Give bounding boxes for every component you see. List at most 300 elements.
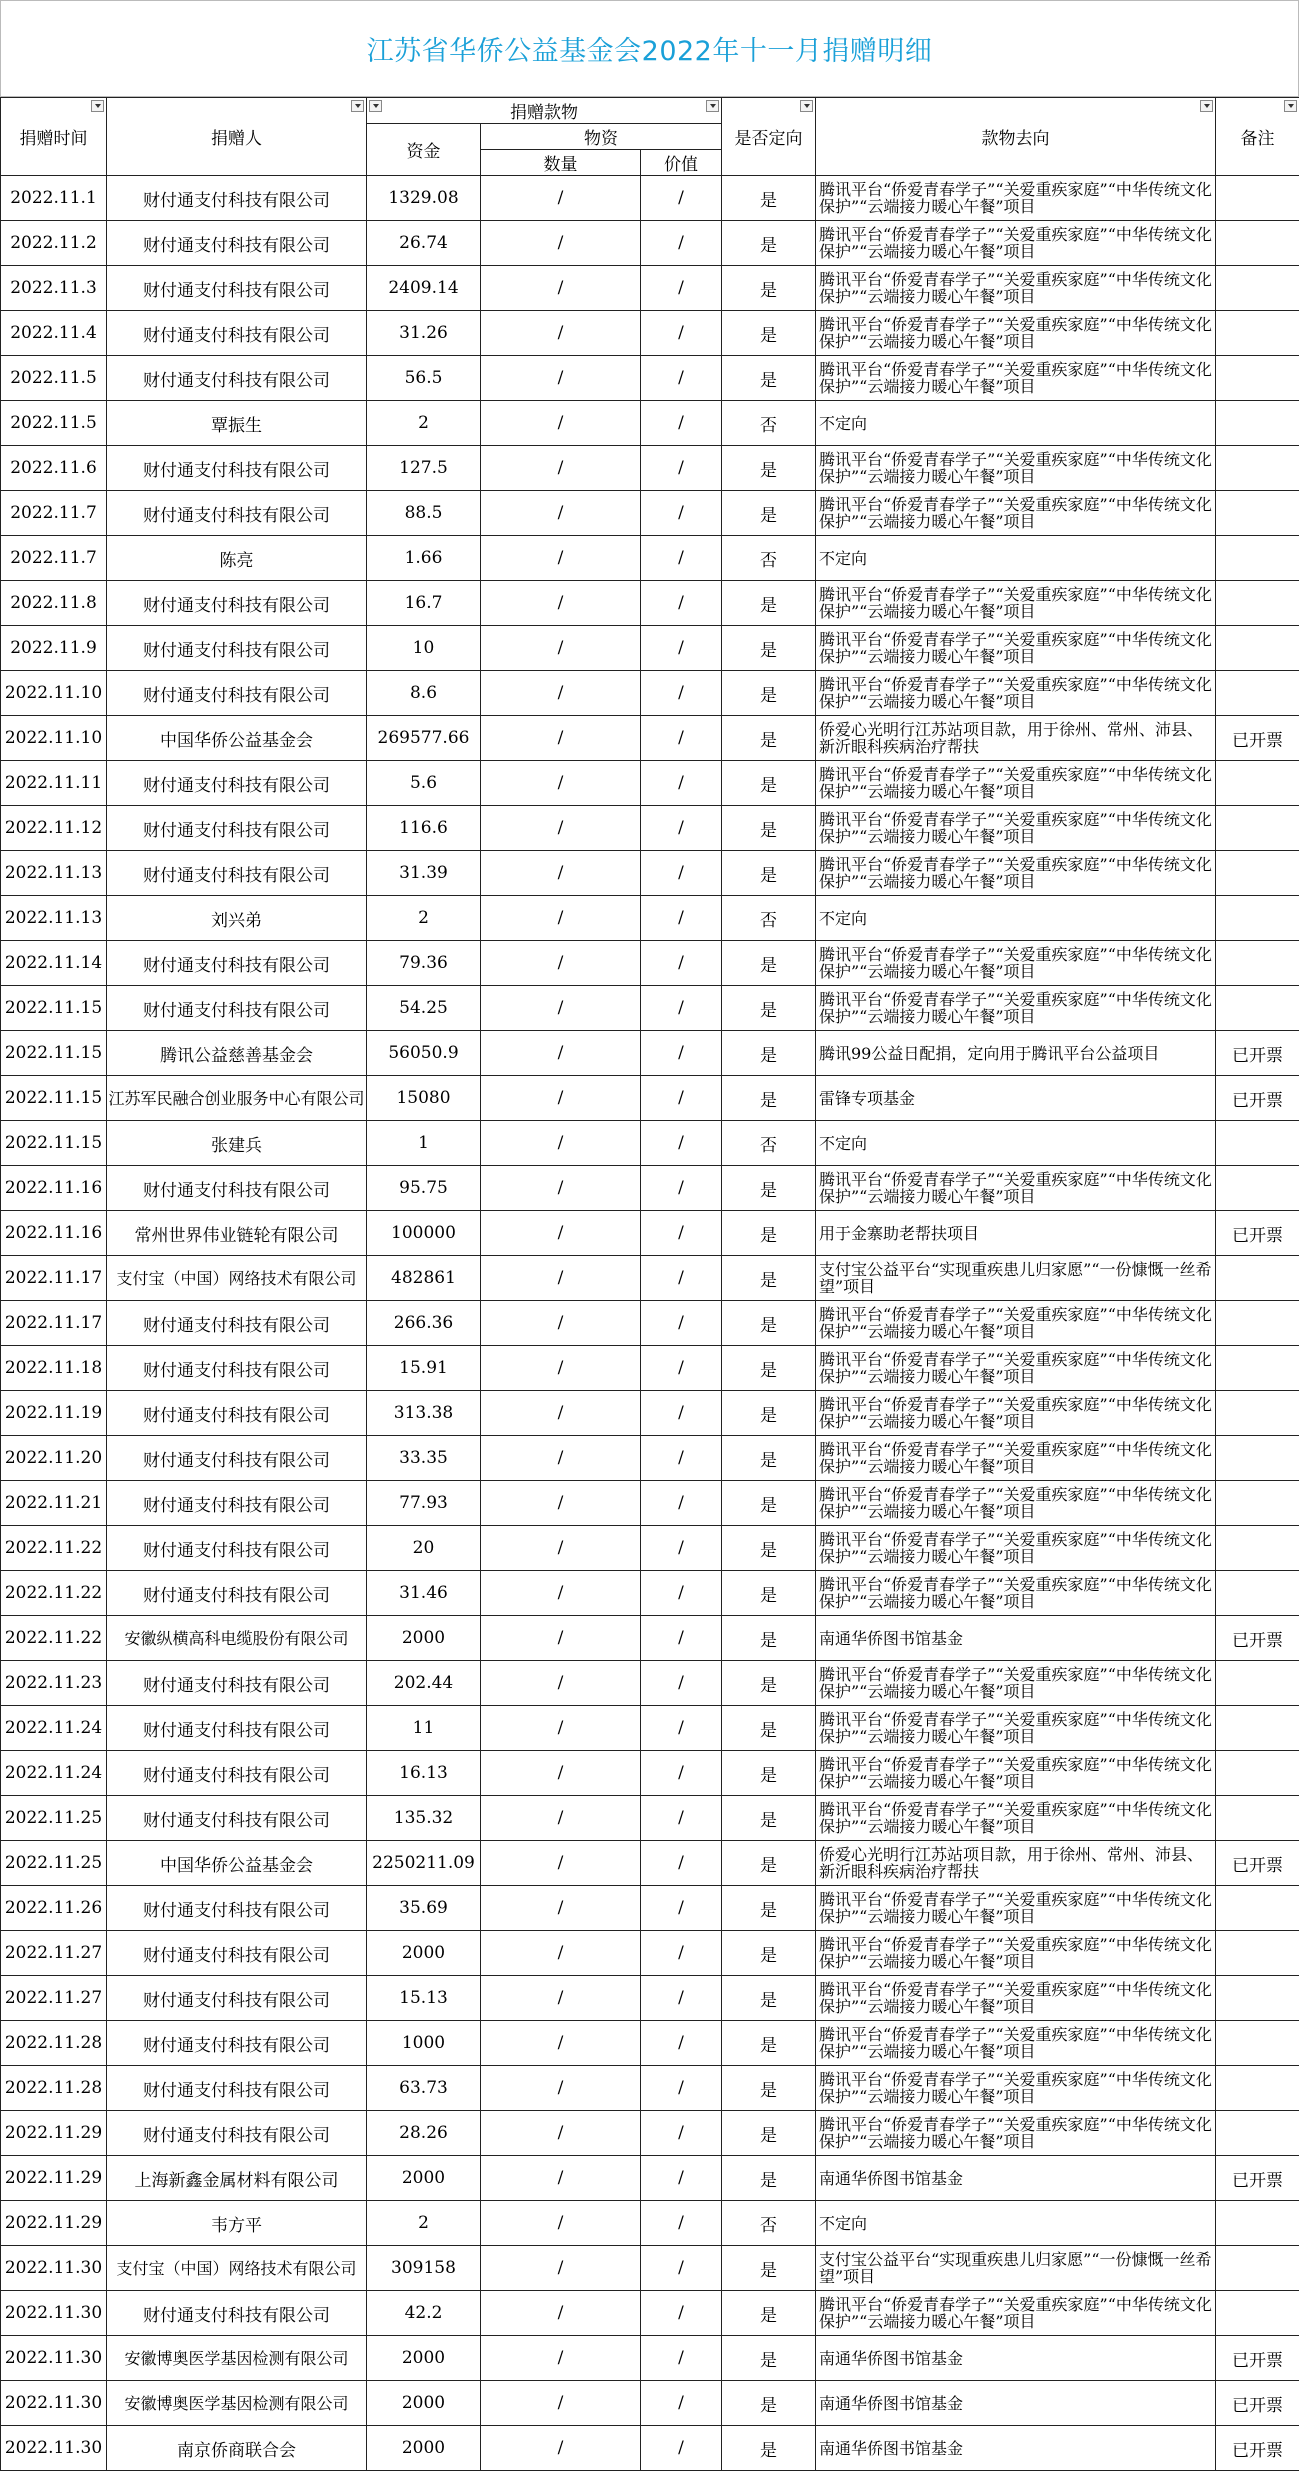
cell-purpose: 腾讯平台“侨爱青春学子”“关爱重疾家庭”“中华传统文化保护”“云端接力暖心午餐”项目 bbox=[816, 1391, 1216, 1436]
cell-remark bbox=[1216, 401, 1299, 446]
cell-date: 2022.11.13 bbox=[1, 851, 107, 896]
cell-donor: 韦方平 bbox=[107, 2201, 367, 2246]
cell-date: 2022.11.5 bbox=[1, 356, 107, 401]
cell-funds: 2000 bbox=[367, 1616, 481, 1661]
cell-remark bbox=[1216, 1166, 1299, 1211]
cell-remark bbox=[1216, 1391, 1299, 1436]
cell-purpose: 腾讯平台“侨爱青春学子”“关爱重疾家庭”“中华传统文化保护”“云端接力暖心午餐”项目 bbox=[816, 1481, 1216, 1526]
cell-date: 2022.11.23 bbox=[1, 1661, 107, 1706]
cell-funds: 127.5 bbox=[367, 446, 481, 491]
table-row bbox=[1, 2336, 1299, 2381]
cell-date: 2022.11.10 bbox=[1, 671, 107, 716]
cell-date: 2022.11.19 bbox=[1, 1391, 107, 1436]
cell-funds: 135.32 bbox=[367, 1796, 481, 1841]
cell-date: 2022.11.28 bbox=[1, 2066, 107, 2111]
table-row bbox=[1, 1796, 1299, 1841]
table-row bbox=[1, 1166, 1299, 1211]
cell-remark bbox=[1216, 1256, 1299, 1301]
cell-quantity: / bbox=[481, 176, 641, 221]
cell-directed: 是 bbox=[722, 1436, 816, 1481]
table-row bbox=[1, 851, 1299, 896]
cell-date: 2022.11.24 bbox=[1, 1706, 107, 1751]
cell-purpose: 腾讯平台“侨爱青春学子”“关爱重疾家庭”“中华传统文化保护”“云端接力暖心午餐”项目 bbox=[816, 1796, 1216, 1841]
cell-funds: 2 bbox=[367, 2201, 481, 2246]
cell-date: 2022.11.4 bbox=[1, 311, 107, 356]
table-row bbox=[1, 311, 1299, 356]
table-row bbox=[1, 1346, 1299, 1391]
col-header-donor: 捐赠人 bbox=[107, 98, 367, 176]
cell-directed: 是 bbox=[722, 1751, 816, 1796]
cell-value: / bbox=[641, 266, 722, 311]
col-header-funds: 资金 bbox=[367, 124, 481, 176]
table-row bbox=[1, 1301, 1299, 1346]
cell-value: / bbox=[641, 356, 722, 401]
cell-value: / bbox=[641, 761, 722, 806]
cell-purpose: 腾讯平台“侨爱青春学子”“关爱重疾家庭”“中华传统文化保护”“云端接力暖心午餐”项目 bbox=[816, 2021, 1216, 2066]
cell-funds: 309158 bbox=[367, 2246, 481, 2291]
cell-directed: 是 bbox=[722, 1841, 816, 1886]
table-row bbox=[1, 1616, 1299, 1661]
cell-remark bbox=[1216, 896, 1299, 941]
cell-quantity: / bbox=[481, 1481, 641, 1526]
cell-value: / bbox=[641, 1841, 722, 1886]
cell-funds: 2 bbox=[367, 401, 481, 446]
cell-purpose: 腾讯平台“侨爱青春学子”“关爱重疾家庭”“中华传统文化保护”“云端接力暖心午餐”项目 bbox=[816, 1931, 1216, 1976]
cell-value: / bbox=[641, 176, 722, 221]
cell-purpose: 腾讯平台“侨爱青春学子”“关爱重疾家庭”“中华传统文化保护”“云端接力暖心午餐”项目 bbox=[816, 446, 1216, 491]
cell-value: / bbox=[641, 536, 722, 581]
cell-remark bbox=[1216, 1121, 1299, 1166]
cell-funds: 28.26 bbox=[367, 2111, 481, 2156]
cell-date: 2022.11.21 bbox=[1, 1481, 107, 1526]
cell-directed: 是 bbox=[722, 266, 816, 311]
cell-remark bbox=[1216, 1436, 1299, 1481]
table-row bbox=[1, 1256, 1299, 1301]
cell-directed: 是 bbox=[722, 311, 816, 356]
cell-funds: 8.6 bbox=[367, 671, 481, 716]
cell-remark bbox=[1216, 1976, 1299, 2021]
table-row bbox=[1, 2156, 1299, 2201]
cell-quantity: / bbox=[481, 1391, 641, 1436]
cell-remark: 已开票 bbox=[1216, 2426, 1299, 2471]
cell-donor: 财付通支付科技有限公司 bbox=[107, 2021, 367, 2066]
cell-donor: 财付通支付科技有限公司 bbox=[107, 626, 367, 671]
cell-funds: 2000 bbox=[367, 2156, 481, 2201]
cell-purpose: 腾讯平台“侨爱青春学子”“关爱重疾家庭”“中华传统文化保护”“云端接力暖心午餐”项目 bbox=[816, 1751, 1216, 1796]
cell-quantity: / bbox=[481, 2111, 641, 2156]
cell-purpose: 腾讯平台“侨爱青春学子”“关爱重疾家庭”“中华传统文化保护”“云端接力暖心午餐”项目 bbox=[816, 2111, 1216, 2156]
cell-directed: 是 bbox=[722, 1526, 816, 1571]
cell-remark bbox=[1216, 806, 1299, 851]
cell-donor: 南京侨商联合会 bbox=[107, 2426, 367, 2471]
cell-funds: 33.35 bbox=[367, 1436, 481, 1481]
cell-directed: 是 bbox=[722, 1031, 816, 1076]
cell-remark bbox=[1216, 581, 1299, 626]
cell-funds: 269577.66 bbox=[367, 716, 481, 761]
table-row bbox=[1, 896, 1299, 941]
cell-date: 2022.11.8 bbox=[1, 581, 107, 626]
cell-quantity: / bbox=[481, 1526, 641, 1571]
cell-donor: 财付通支付科技有限公司 bbox=[107, 941, 367, 986]
cell-funds: 1 bbox=[367, 1121, 481, 1166]
cell-directed: 是 bbox=[722, 1076, 816, 1121]
cell-quantity: / bbox=[481, 851, 641, 896]
table-row bbox=[1, 2066, 1299, 2111]
cell-value: / bbox=[641, 1931, 722, 1976]
cell-date: 2022.11.12 bbox=[1, 806, 107, 851]
table-row bbox=[1, 806, 1299, 851]
cell-purpose: 腾讯平台“侨爱青春学子”“关爱重疾家庭”“中华传统文化保护”“云端接力暖心午餐”项目 bbox=[816, 1571, 1216, 1616]
cell-value: / bbox=[641, 1391, 722, 1436]
cell-donor: 财付通支付科技有限公司 bbox=[107, 851, 367, 896]
cell-date: 2022.11.17 bbox=[1, 1301, 107, 1346]
cell-quantity: / bbox=[481, 1301, 641, 1346]
cell-quantity: / bbox=[481, 1346, 641, 1391]
filter-dropdown-icon[interactable] bbox=[800, 100, 813, 112]
cell-remark bbox=[1216, 356, 1299, 401]
cell-value: / bbox=[641, 1436, 722, 1481]
table-row bbox=[1, 2201, 1299, 2246]
cell-directed: 是 bbox=[722, 176, 816, 221]
cell-directed: 是 bbox=[722, 2021, 816, 2066]
cell-purpose: 腾讯平台“侨爱青春学子”“关爱重疾家庭”“中华传统文化保护”“云端接力暖心午餐”项目 bbox=[816, 1166, 1216, 1211]
cell-donor: 覃振生 bbox=[107, 401, 367, 446]
col-header-purpose: 款物去向 bbox=[816, 98, 1216, 176]
cell-value: / bbox=[641, 1076, 722, 1121]
cell-purpose: 腾讯平台“侨爱青春学子”“关爱重疾家庭”“中华传统文化保护”“云端接力暖心午餐”项目 bbox=[816, 851, 1216, 896]
cell-purpose: 侨爱心光明行江苏站项目款，用于徐州、常州、沛县、新沂眼科疾病治疗帮扶 bbox=[816, 1841, 1216, 1886]
cell-purpose: 支付宝公益平台“实现重疾患儿归家愿”“一份慷慨一丝希望”项目 bbox=[816, 1256, 1216, 1301]
cell-value: / bbox=[641, 1346, 722, 1391]
cell-remark bbox=[1216, 2291, 1299, 2336]
cell-quantity: / bbox=[481, 1706, 641, 1751]
cell-funds: 2 bbox=[367, 896, 481, 941]
cell-donor: 财付通支付科技有限公司 bbox=[107, 2066, 367, 2111]
cell-funds: 15080 bbox=[367, 1076, 481, 1121]
cell-quantity: / bbox=[481, 1751, 641, 1796]
cell-donor: 财付通支付科技有限公司 bbox=[107, 986, 367, 1031]
cell-funds: 1.66 bbox=[367, 536, 481, 581]
cell-remark bbox=[1216, 761, 1299, 806]
cell-directed: 是 bbox=[722, 1346, 816, 1391]
cell-quantity: / bbox=[481, 266, 641, 311]
cell-quantity: / bbox=[481, 1256, 641, 1301]
filter-dropdown-icon[interactable] bbox=[91, 100, 104, 112]
cell-quantity: / bbox=[481, 1931, 641, 1976]
table-row bbox=[1, 446, 1299, 491]
cell-purpose: 南通华侨图书馆基金 bbox=[816, 2156, 1216, 2201]
cell-purpose: 腾讯平台“侨爱青春学子”“关爱重疾家庭”“中华传统文化保护”“云端接力暖心午餐”项目 bbox=[816, 221, 1216, 266]
cell-quantity: / bbox=[481, 2291, 641, 2336]
table-row bbox=[1, 761, 1299, 806]
cell-remark bbox=[1216, 1571, 1299, 1616]
cell-remark bbox=[1216, 1346, 1299, 1391]
cell-remark bbox=[1216, 851, 1299, 896]
table-row bbox=[1, 2381, 1299, 2426]
cell-remark bbox=[1216, 1526, 1299, 1571]
cell-remark: 已开票 bbox=[1216, 2156, 1299, 2201]
cell-date: 2022.11.30 bbox=[1, 2336, 107, 2381]
cell-directed: 否 bbox=[722, 536, 816, 581]
cell-directed: 是 bbox=[722, 581, 816, 626]
cell-funds: 79.36 bbox=[367, 941, 481, 986]
cell-date: 2022.11.15 bbox=[1, 1031, 107, 1076]
cell-quantity: / bbox=[481, 761, 641, 806]
table-row bbox=[1, 536, 1299, 581]
cell-quantity: / bbox=[481, 1211, 641, 1256]
table-row bbox=[1, 2246, 1299, 2291]
cell-funds: 1329.08 bbox=[367, 176, 481, 221]
cell-directed: 是 bbox=[722, 2336, 816, 2381]
cell-value: / bbox=[641, 896, 722, 941]
cell-quantity: / bbox=[481, 2021, 641, 2066]
cell-quantity: / bbox=[481, 806, 641, 851]
cell-purpose: 腾讯平台“侨爱青春学子”“关爱重疾家庭”“中华传统文化保护”“云端接力暖心午餐”项目 bbox=[816, 2291, 1216, 2336]
cell-value: / bbox=[641, 401, 722, 446]
cell-purpose: 腾讯平台“侨爱青春学子”“关爱重疾家庭”“中华传统文化保护”“云端接力暖心午餐”项目 bbox=[816, 581, 1216, 626]
cell-quantity: / bbox=[481, 401, 641, 446]
cell-remark bbox=[1216, 536, 1299, 581]
cell-directed: 是 bbox=[722, 626, 816, 671]
table-row bbox=[1, 401, 1299, 446]
cell-value: / bbox=[641, 491, 722, 536]
cell-quantity: / bbox=[481, 1571, 641, 1616]
table-row bbox=[1, 1211, 1299, 1256]
cell-donor: 财付通支付科技有限公司 bbox=[107, 356, 367, 401]
table-body bbox=[1, 176, 1299, 2471]
table-row bbox=[1, 1121, 1299, 1166]
cell-directed: 是 bbox=[722, 2156, 816, 2201]
cell-funds: 202.44 bbox=[367, 1661, 481, 1706]
cell-funds: 11 bbox=[367, 1706, 481, 1751]
cell-quantity: / bbox=[481, 2201, 641, 2246]
cell-donor: 财付通支付科技有限公司 bbox=[107, 1931, 367, 1976]
cell-directed: 否 bbox=[722, 896, 816, 941]
cell-value: / bbox=[641, 1886, 722, 1931]
cell-value: / bbox=[641, 1211, 722, 1256]
cell-date: 2022.11.30 bbox=[1, 2291, 107, 2336]
cell-remark bbox=[1216, 221, 1299, 266]
cell-donor: 支付宝（中国）网络技术有限公司 bbox=[107, 2246, 367, 2291]
cell-value: / bbox=[641, 1526, 722, 1571]
cell-directed: 是 bbox=[722, 2066, 816, 2111]
cell-funds: 31.39 bbox=[367, 851, 481, 896]
cell-value: / bbox=[641, 806, 722, 851]
cell-purpose: 腾讯平台“侨爱青春学子”“关爱重疾家庭”“中华传统文化保护”“云端接力暖心午餐”项目 bbox=[816, 1526, 1216, 1571]
cell-purpose: 南通华侨图书馆基金 bbox=[816, 2426, 1216, 2471]
col-header-quantity: 数量 bbox=[481, 150, 641, 176]
cell-purpose: 腾讯平台“侨爱青春学子”“关爱重疾家庭”“中华传统文化保护”“云端接力暖心午餐”项目 bbox=[816, 491, 1216, 536]
table-row bbox=[1, 986, 1299, 1031]
cell-directed: 是 bbox=[722, 446, 816, 491]
table-row bbox=[1, 356, 1299, 401]
cell-remark: 已开票 bbox=[1216, 2381, 1299, 2426]
cell-remark bbox=[1216, 1706, 1299, 1751]
cell-funds: 2000 bbox=[367, 1931, 481, 1976]
cell-donor: 中国华侨公益基金会 bbox=[107, 716, 367, 761]
cell-directed: 否 bbox=[722, 1121, 816, 1166]
cell-funds: 54.25 bbox=[367, 986, 481, 1031]
cell-purpose: 南通华侨图书馆基金 bbox=[816, 1616, 1216, 1661]
table-row bbox=[1, 716, 1299, 761]
cell-funds: 2409.14 bbox=[367, 266, 481, 311]
cell-remark bbox=[1216, 266, 1299, 311]
table-row bbox=[1, 941, 1299, 986]
cell-purpose: 南通华侨图书馆基金 bbox=[816, 2381, 1216, 2426]
table-row bbox=[1, 1526, 1299, 1571]
cell-date: 2022.11.30 bbox=[1, 2381, 107, 2426]
cell-value: / bbox=[641, 1796, 722, 1841]
cell-donor: 财付通支付科技有限公司 bbox=[107, 1976, 367, 2021]
cell-remark bbox=[1216, 1481, 1299, 1526]
cell-donor: 财付通支付科技有限公司 bbox=[107, 1301, 367, 1346]
cell-value: / bbox=[641, 1301, 722, 1346]
filter-dropdown-icon[interactable] bbox=[706, 100, 719, 112]
cell-directed: 否 bbox=[722, 2201, 816, 2246]
cell-quantity: / bbox=[481, 1616, 641, 1661]
cell-quantity: / bbox=[481, 221, 641, 266]
cell-remark bbox=[1216, 2111, 1299, 2156]
cell-purpose: 南通华侨图书馆基金 bbox=[816, 2336, 1216, 2381]
cell-donor: 腾讯公益慈善基金会 bbox=[107, 1031, 367, 1076]
table-row bbox=[1, 1751, 1299, 1796]
cell-directed: 是 bbox=[722, 1211, 816, 1256]
cell-remark bbox=[1216, 176, 1299, 221]
cell-directed: 是 bbox=[722, 1301, 816, 1346]
cell-quantity: / bbox=[481, 2336, 641, 2381]
cell-remark: 已开票 bbox=[1216, 1211, 1299, 1256]
cell-date: 2022.11.29 bbox=[1, 2111, 107, 2156]
cell-remark bbox=[1216, 2021, 1299, 2066]
cell-funds: 266.36 bbox=[367, 1301, 481, 1346]
cell-date: 2022.11.2 bbox=[1, 221, 107, 266]
cell-value: / bbox=[641, 1616, 722, 1661]
cell-directed: 是 bbox=[722, 1571, 816, 1616]
cell-directed: 是 bbox=[722, 2426, 816, 2471]
table-row bbox=[1, 2291, 1299, 2336]
cell-purpose: 腾讯99公益日配捐，定向用于腾讯平台公益项目 bbox=[816, 1031, 1216, 1076]
cell-purpose: 腾讯平台“侨爱青春学子”“关爱重疾家庭”“中华传统文化保护”“云端接力暖心午餐”项目 bbox=[816, 941, 1216, 986]
page-title: 江苏省华侨公益基金会2022年十一月捐赠明细 bbox=[367, 29, 933, 68]
cell-quantity: / bbox=[481, 716, 641, 761]
cell-value: / bbox=[641, 941, 722, 986]
cell-value: / bbox=[641, 446, 722, 491]
table-row bbox=[1, 221, 1299, 266]
cell-date: 2022.11.15 bbox=[1, 986, 107, 1031]
table-row bbox=[1, 1661, 1299, 1706]
filter-dropdown-icon[interactable] bbox=[369, 100, 382, 112]
cell-value: / bbox=[641, 2156, 722, 2201]
cell-date: 2022.11.22 bbox=[1, 1616, 107, 1661]
cell-value: / bbox=[641, 2066, 722, 2111]
filter-dropdown-icon[interactable] bbox=[1200, 100, 1213, 112]
cell-donor: 财付通支付科技有限公司 bbox=[107, 1166, 367, 1211]
cell-donor: 财付通支付科技有限公司 bbox=[107, 1886, 367, 1931]
cell-value: / bbox=[641, 1166, 722, 1211]
cell-purpose: 腾讯平台“侨爱青春学子”“关爱重疾家庭”“中华传统文化保护”“云端接力暖心午餐”项目 bbox=[816, 266, 1216, 311]
cell-purpose: 腾讯平台“侨爱青春学子”“关爱重疾家庭”“中华传统文化保护”“云端接力暖心午餐”项目 bbox=[816, 1976, 1216, 2021]
cell-funds: 20 bbox=[367, 1526, 481, 1571]
cell-date: 2022.11.1 bbox=[1, 176, 107, 221]
cell-remark bbox=[1216, 671, 1299, 716]
cell-directed: 是 bbox=[722, 1886, 816, 1931]
cell-donor: 刘兴弟 bbox=[107, 896, 367, 941]
cell-quantity: / bbox=[481, 311, 641, 356]
table-row bbox=[1, 1931, 1299, 1976]
cell-purpose: 腾讯平台“侨爱青春学子”“关爱重疾家庭”“中华传统文化保护”“云端接力暖心午餐”项目 bbox=[816, 761, 1216, 806]
table-row bbox=[1, 1481, 1299, 1526]
cell-directed: 是 bbox=[722, 1481, 816, 1526]
cell-directed: 是 bbox=[722, 941, 816, 986]
cell-remark: 已开票 bbox=[1216, 1841, 1299, 1886]
cell-date: 2022.11.20 bbox=[1, 1436, 107, 1481]
cell-date: 2022.11.25 bbox=[1, 1841, 107, 1886]
cell-date: 2022.11.16 bbox=[1, 1166, 107, 1211]
cell-remark: 已开票 bbox=[1216, 2336, 1299, 2381]
cell-donor: 财付通支付科技有限公司 bbox=[107, 1526, 367, 1571]
cell-value: / bbox=[641, 986, 722, 1031]
cell-remark bbox=[1216, 1301, 1299, 1346]
col-header-date: 捐赠时间 bbox=[1, 98, 107, 176]
cell-donor: 江苏军民融合创业服务中心有限公司 bbox=[107, 1076, 367, 1121]
cell-remark bbox=[1216, 941, 1299, 986]
cell-date: 2022.11.29 bbox=[1, 2156, 107, 2201]
cell-directed: 是 bbox=[722, 2381, 816, 2426]
cell-donor: 财付通支付科技有限公司 bbox=[107, 1391, 367, 1436]
filter-dropdown-icon[interactable] bbox=[1284, 100, 1297, 112]
cell-value: / bbox=[641, 851, 722, 896]
cell-quantity: / bbox=[481, 896, 641, 941]
cell-date: 2022.11.15 bbox=[1, 1076, 107, 1121]
cell-remark bbox=[1216, 446, 1299, 491]
cell-remark bbox=[1216, 311, 1299, 356]
filter-dropdown-icon[interactable] bbox=[351, 100, 364, 112]
cell-quantity: / bbox=[481, 2381, 641, 2426]
cell-directed: 是 bbox=[722, 1661, 816, 1706]
cell-value: / bbox=[641, 2291, 722, 2336]
cell-donor: 财付通支付科技有限公司 bbox=[107, 1661, 367, 1706]
cell-quantity: / bbox=[481, 2426, 641, 2471]
cell-directed: 是 bbox=[722, 2291, 816, 2336]
cell-value: / bbox=[641, 311, 722, 356]
cell-purpose: 腾讯平台“侨爱青春学子”“关爱重疾家庭”“中华传统文化保护”“云端接力暖心午餐”项目 bbox=[816, 626, 1216, 671]
cell-donor: 财付通支付科技有限公司 bbox=[107, 1571, 367, 1616]
cell-directed: 是 bbox=[722, 221, 816, 266]
cell-purpose: 腾讯平台“侨爱青春学子”“关爱重疾家庭”“中华传统文化保护”“云端接力暖心午餐”项目 bbox=[816, 1301, 1216, 1346]
cell-date: 2022.11.17 bbox=[1, 1256, 107, 1301]
cell-quantity: / bbox=[481, 1031, 641, 1076]
table-row bbox=[1, 626, 1299, 671]
cell-value: / bbox=[641, 2111, 722, 2156]
cell-directed: 是 bbox=[722, 986, 816, 1031]
donation-table bbox=[0, 97, 1299, 2471]
cell-value: / bbox=[641, 1706, 722, 1751]
cell-funds: 77.93 bbox=[367, 1481, 481, 1526]
cell-purpose: 不定向 bbox=[816, 401, 1216, 446]
cell-directed: 是 bbox=[722, 851, 816, 896]
cell-funds: 31.26 bbox=[367, 311, 481, 356]
cell-directed: 是 bbox=[722, 671, 816, 716]
table-row bbox=[1, 1706, 1299, 1751]
cell-directed: 是 bbox=[722, 716, 816, 761]
cell-quantity: / bbox=[481, 1661, 641, 1706]
cell-purpose: 不定向 bbox=[816, 896, 1216, 941]
cell-funds: 35.69 bbox=[367, 1886, 481, 1931]
cell-date: 2022.11.3 bbox=[1, 266, 107, 311]
cell-date: 2022.11.5 bbox=[1, 401, 107, 446]
cell-date: 2022.11.27 bbox=[1, 1931, 107, 1976]
table-row bbox=[1, 2111, 1299, 2156]
